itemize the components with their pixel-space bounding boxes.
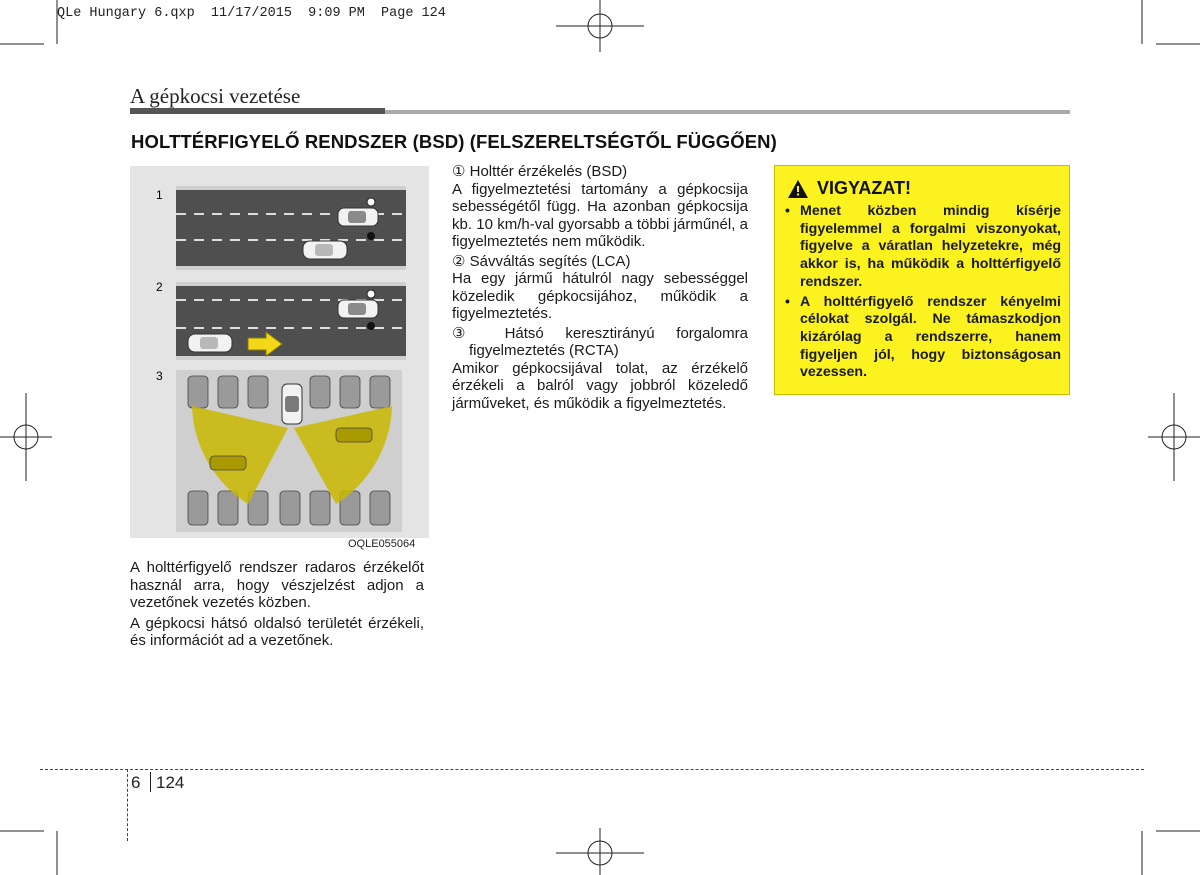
registration-mark-right [1148, 393, 1200, 481]
car-icon [282, 384, 302, 424]
caution-list [783, 203, 1061, 384]
car-icon [338, 208, 378, 226]
figure-label-3: 3 [156, 369, 163, 383]
header-rule-accent [130, 108, 385, 114]
item1-title: ① Holttér érzékelés (BSD) [452, 163, 628, 180]
registration-mark-bottom [556, 828, 644, 875]
intro-paragraph-2: A gépkocsi hátsó oldalsó területét érzékeli, és információt ad a vezetőnek. [130, 614, 424, 649]
car-icon [303, 241, 347, 259]
caution-heading [787, 178, 911, 199]
parked-cars-bottom [188, 491, 390, 525]
bsd-diagram [130, 166, 429, 538]
item2-text: Ha egy jármű hátulról nagy sebességgel közeledik gépkocsijához, működik a figyelmeztetés. [452, 270, 748, 322]
section-title: HOLTTÉRFIGYELŐ RENDSZER (BSD) (FELSZERELTSÉGTŐL FÜGGŐEN) [131, 131, 777, 152]
intro-paragraph-1: A holttérfigyelő rendszer radaros érzékelőt használ arra, hogy vészjelzést adjon a vezetőnek vezetés közben. [130, 559, 424, 611]
figure-label-1: 1 [156, 188, 163, 202]
feature-list [452, 163, 748, 412]
bsd-illustration [130, 166, 429, 538]
footer-dashed-rule [40, 769, 1144, 770]
page-number: 124 [156, 773, 185, 792]
car-icon [336, 428, 372, 442]
registration-mark-top [556, 0, 644, 52]
figure-code: OQLE055064 [348, 538, 416, 550]
page-number-separator [150, 772, 151, 792]
caution-item: • Menet közben mindig kísérje figyelemmel a forgalmi viszonyokat, figyelve a váratlan helyzetekre, még akkor is, ha működik a holttérfigyelő rendszer. [785, 203, 1061, 290]
car-icon [188, 334, 232, 352]
car-icon [210, 456, 246, 470]
registration-mark-left [0, 393, 52, 481]
caution-item: • A holttérfigyelő rendszer kényelmi célokat szolgál. Ne támaszkodjon kizárólag a rendszerre, hanem figyeljen jól, hogy biztonságosan vezessen. [785, 293, 1061, 381]
item3-text: Amikor gépkocsijával tolat, az érzékelő érzékeli a balról vagy jobbról közeledő járműveket, és működik a figyelmeztetés. [452, 359, 748, 412]
item3-title: ③ Hátsó keresztirányú forgalomra figyelmeztetés (RCTA) [452, 324, 748, 359]
footer-dashed-vertical [127, 769, 128, 841]
caution-title: VIGYAZAT! [817, 178, 912, 198]
intro-text [130, 559, 424, 650]
figure-label-2: 2 [156, 280, 163, 294]
caution-box [774, 165, 1070, 395]
chapter-title: A gépkocsi vezetése [130, 84, 301, 108]
item1-text: A figyelmeztetési tartomány a gépkocsija sebességétől függ. Ha azonban gépkocsija kb. 10 km/h-val gyorsabb a többi járműnél, a figyelmeztetés nem működik. [452, 180, 748, 250]
warning-triangle-icon [787, 179, 809, 199]
item2-title: ② Sávváltás segítés (LCA) [452, 252, 631, 270]
car-icon [338, 300, 378, 318]
prepress-slug: QLe Hungary 6.qxp 11/17/2015 9:09 PM Page 124 [57, 6, 446, 21]
chapter-number: 6 [131, 773, 141, 792]
